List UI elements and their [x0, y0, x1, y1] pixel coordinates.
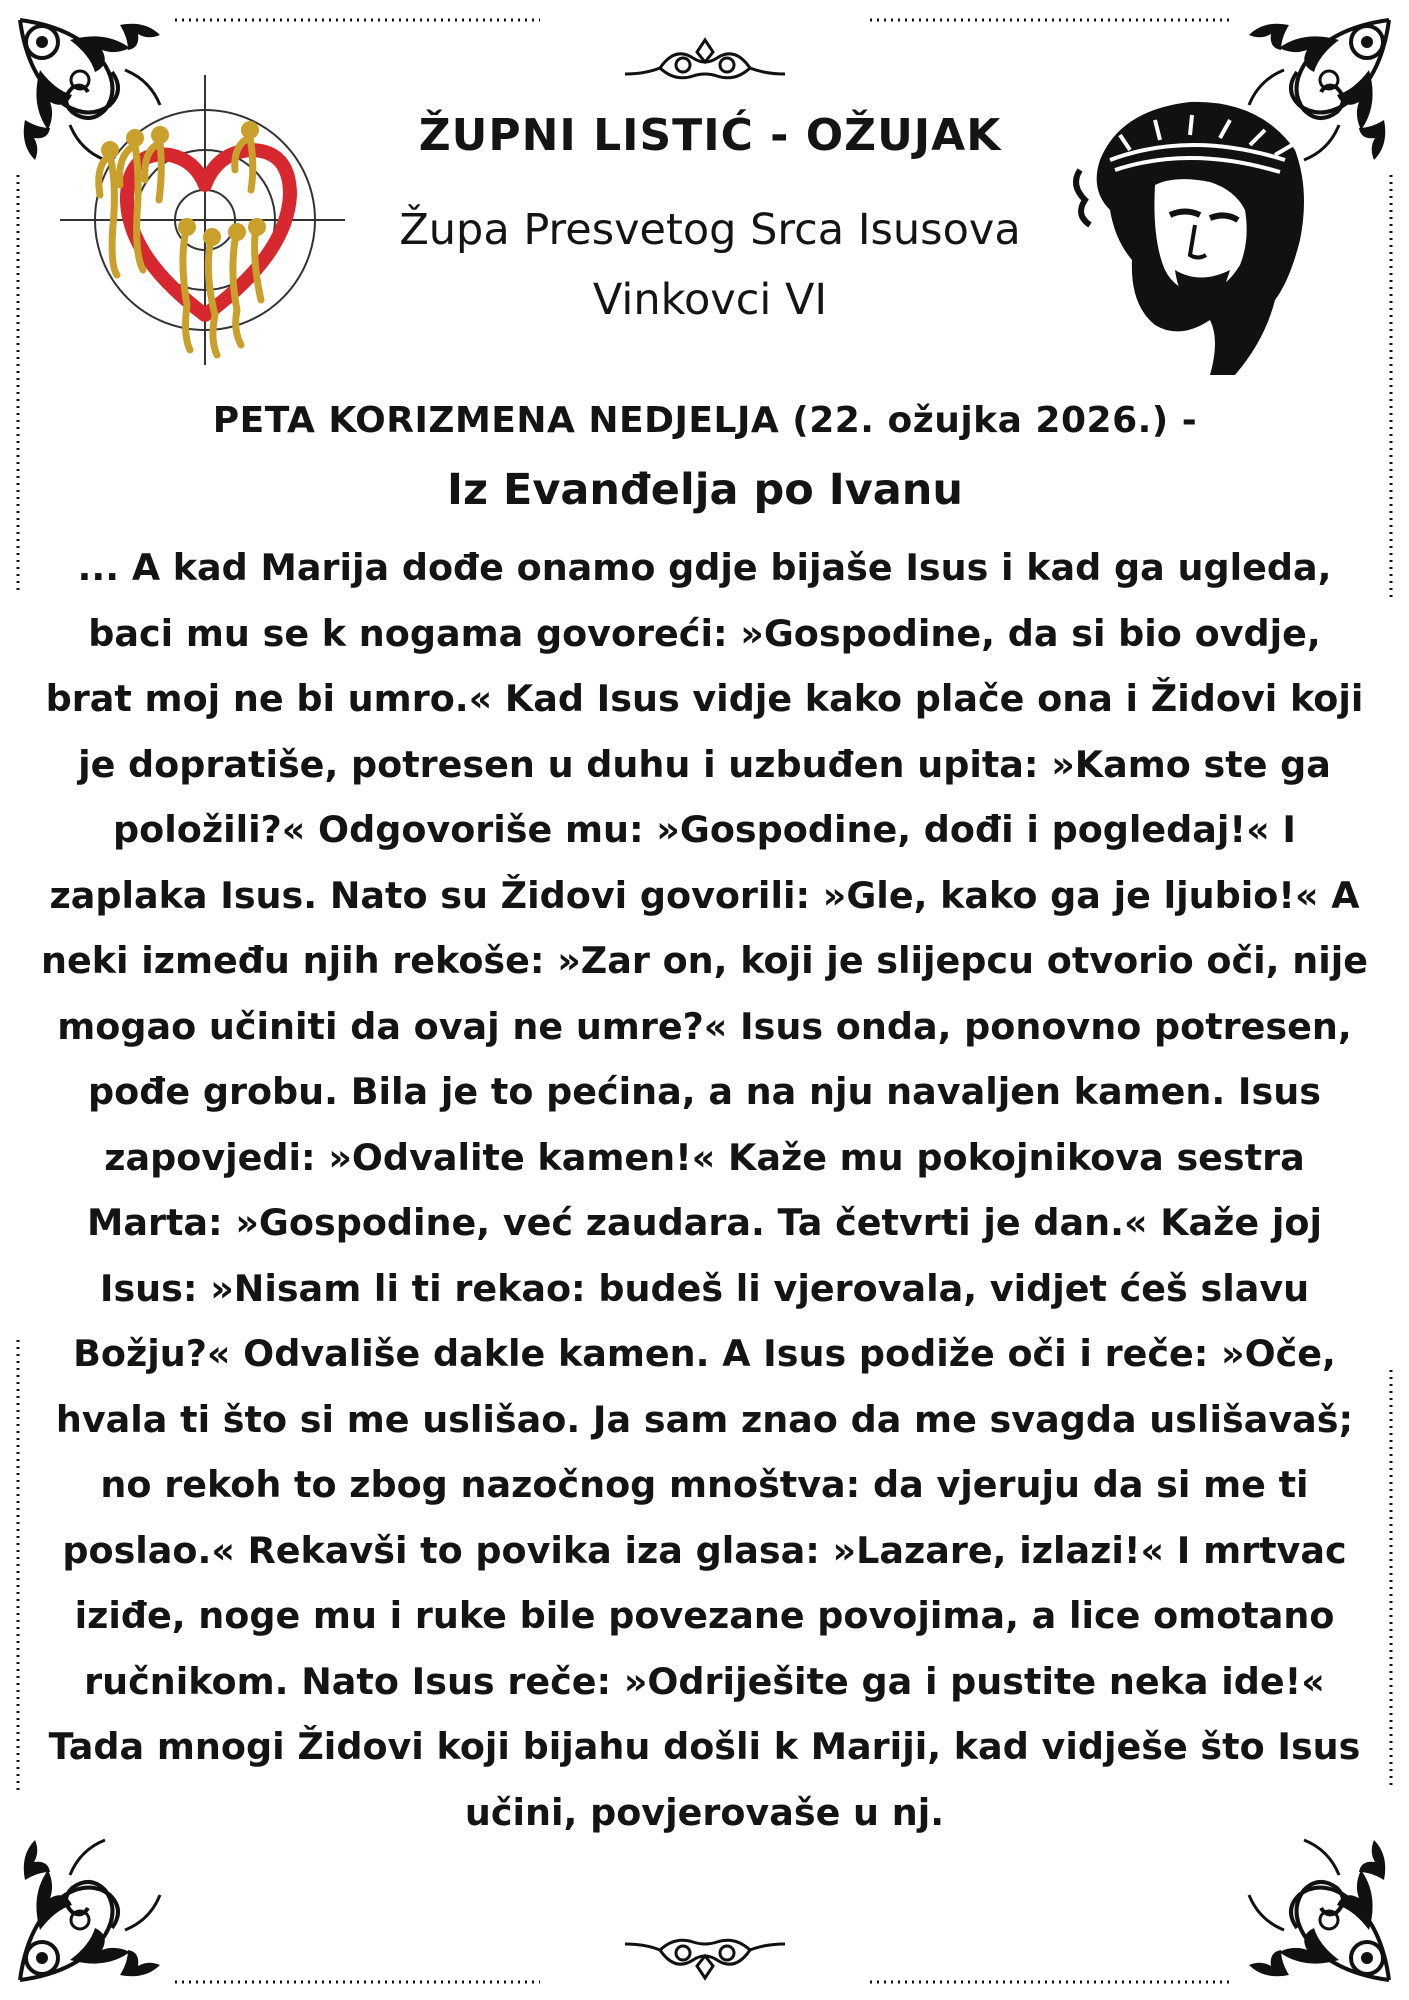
jesus-crown-of-thorns-icon: [1060, 90, 1315, 375]
sunday-heading: PETA KORIZMENA NEDJELJA (22. ožujka 2026.) -: [212, 400, 1198, 441]
ornamental-corner-icon: [20, 1840, 160, 1980]
parish-name-line: Župa Presvetog Srca Isusova: [399, 205, 1021, 255]
parish-location-line: Vinkovci VI: [592, 275, 828, 325]
ornamental-corner-icon: [1249, 1840, 1389, 1980]
gospel-reading-text: ... A kad Marija dođe onamo gdje bijaše Isus i kad ga ugleda, baci mu se k nogama govoreći: »Gospodine, da si bio ovdje, brat moj ne bi umro.« Kad Isus vidje kako plače ona i Židovi koji je dopratiše, potresen u duhu i uzbuđen upita: »Kamo ste ga položili?« Odgovoriše mu: »Gospodine, dođi i pogledaj!« I zaplaka Isus. Nato su Židovi govorili: »Gle, kako ga je ljubio!« A neki između njih rekoše: »Zar on, koji je slijepcu otvorio oči, nije mogao učiniti da ovaj ne umre?« Isus onda, ponovno potresen, pođe grobu. Bila je to pećina, a na nju navaljen kamen. Isus zapovjedi: »Odvalite kamen!« Kaže mu pokojnikova sestra Marta: »Gospodine, već zaudara. Ta četvrti je dan.« Kaže joj Isus: »Nisam li ti rekao: budeš li vjerovala, vidjet ćeš slavu Božju?« Odvališe dakle kamen. A Isus podiže oči i reče: »Oče, hvala ti što si me uslišao. Ja sam znao da me svagda uslišavaš; no rekoh to zbog nazočnog mnoštva: da vjeruju da si me ti poslao.« Rekavši to povika iza glasa: »Lazare, izlazi!« I mrtvac iziđe, noge mu i ruke bile povezane povojima, a lice omotano ručnikom. Nato Isus reče: »Odriješite ga i pustite neka ide!« Tada mnogi Židovi koji bijahu došli k Mariji, kad vidješe što Isus učini, povjerovaše u nj.: [40, 546, 1368, 1834]
bulletin-title: ŽUPNI LISTIĆ - OŽUJAK: [418, 110, 1002, 161]
gospel-heading: Iz Evanđelja po Ivanu: [447, 465, 963, 515]
ornamental-flourish-icon: [625, 1940, 785, 1978]
ornamental-flourish-icon: [625, 40, 785, 78]
parish-name: [340, 195, 1080, 335]
parish-heart-logo-icon: [55, 75, 345, 365]
